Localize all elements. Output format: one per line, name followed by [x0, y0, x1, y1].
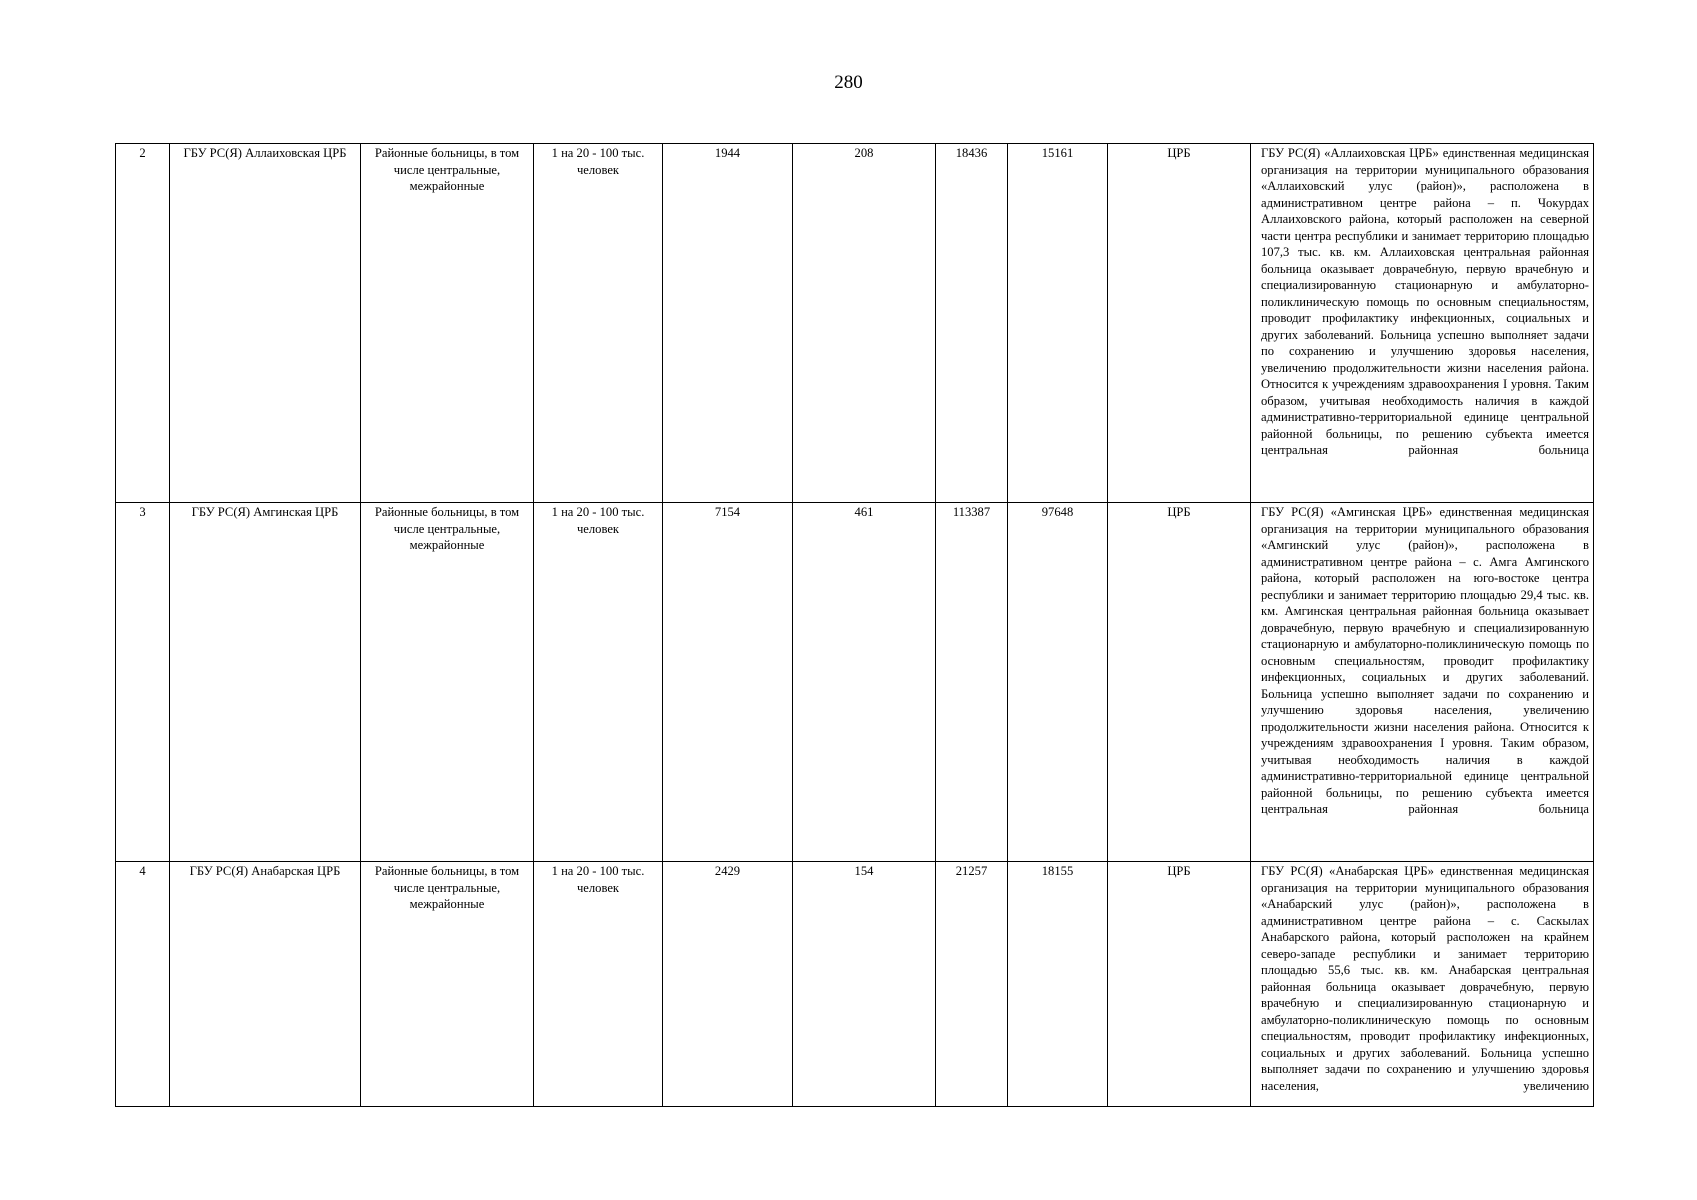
organization-name: ГБУ РС(Я) Амгинская ЦРБ — [170, 503, 361, 862]
value-1: 7154 — [663, 503, 793, 862]
description-text: ГБУ РС(Я) «Аллаиховская ЦРБ» единственная медицинская организация на территории муниципального образования «Аллаиховский улус (район)», расположена в административном центре района – п. Чокурдах Аллаиховского района, который расположен на северной части центра республики и занимает территорию площадью 107,3 тыс. кв. км. Аллаиховская центральная районная больница оказывает доврачебную, первую врачебную и специализированную стационарную и амбулаторно-поликлиническую помощь по основным специальностям, проводит профилактику инфекционных, социальных и других заболеваний. Больница успешно выполняет задачи по сохранению и улучшению здоровья населения, увеличению продолжительности жизни населения района. Относится к учреждениям здравоохранения I уровня. Таким образом, учитывая необходимость наличия в каждой административно-территориальной единице центральной районной больницы, по решению субъекта имеется центральная районная больница — [1261, 146, 1589, 457]
description — [1251, 503, 1594, 862]
table-row — [116, 144, 1594, 503]
row-number: 3 — [116, 503, 170, 862]
value-4: 15161 — [1008, 144, 1108, 503]
hospital-table — [115, 143, 1594, 1107]
population-ratio: 1 на 20 - 100 тыс. человек — [534, 862, 663, 1107]
description-text: ГБУ РС(Я) «Амгинская ЦРБ» единственная медицинская организация на территории муниципального образования «Амгинский улус (район)», расположена в административном центре района – с. Амга Амгинского района, который расположен на юго-востоке центра республики и занимает территорию площадью 29,4 тыс. кв. км. Амгинская центральная районная больница оказывает доврачебную, первую врачебную и специализированную стационарную и амбулаторно-поликлиническую помощь по основным специальностям, проводит профилактику инфекционных, социальных и других заболеваний. Больница успешно выполняет задачи по сохранению и улучшению здоровья населения, увеличению продолжительности жизни населения района. Относится к учреждениям здравоохранения I уровня. Таким образом, учитывая необходимость наличия в каждой административно-территориальной единице центральной районной больницы, по решению субъекта имеется центральная районная больница — [1261, 505, 1589, 816]
description — [1251, 144, 1594, 503]
table-row — [116, 503, 1594, 862]
value-3: 113387 — [936, 503, 1008, 862]
value-2: 208 — [793, 144, 936, 503]
value-1: 2429 — [663, 862, 793, 1107]
organization-type: Районные больницы, в том числе центральные, межрайонные — [361, 503, 534, 862]
organization-type: Районные больницы, в том числе центральные, межрайонные — [361, 144, 534, 503]
row-number: 2 — [116, 144, 170, 503]
row-number: 4 — [116, 862, 170, 1107]
value-2: 461 — [793, 503, 936, 862]
population-ratio: 1 на 20 - 100 тыс. человек — [534, 144, 663, 503]
value-3: 21257 — [936, 862, 1008, 1107]
value-4: 97648 — [1008, 503, 1108, 862]
level: ЦРБ — [1108, 144, 1251, 503]
level: ЦРБ — [1108, 503, 1251, 862]
description-text: ГБУ РС(Я) «Анабарская ЦРБ» единственная медицинская организация на территории муниципального образования «Анабарский улус (район)», расположена в административном центре района – с. Саскылах Анабарского района, который расположен на крайнем северо-западе республики и занимает территорию площадью 55,6 тыс. кв. км. Анабарская центральная районная больница оказывает доврачебную, первую врачебную и специализированную стационарную и амбулаторно-поликлиническую помощь по основным специальностям, проводит профилактику инфекционных, социальных и других заболеваний. Больница успешно выполняет задачи по сохранению и улучшению здоровья населения, увеличению — [1261, 864, 1589, 1093]
value-4: 18155 — [1008, 862, 1108, 1107]
value-2: 154 — [793, 862, 936, 1107]
level: ЦРБ — [1108, 862, 1251, 1107]
description — [1251, 862, 1594, 1107]
value-1: 1944 — [663, 144, 793, 503]
page-number: 280 — [834, 72, 863, 93]
value-3: 18436 — [936, 144, 1008, 503]
organization-name: ГБУ РС(Я) Анабарская ЦРБ — [170, 862, 361, 1107]
organization-type: Районные больницы, в том числе центральные, межрайонные — [361, 862, 534, 1107]
table-row — [116, 862, 1594, 1107]
population-ratio: 1 на 20 - 100 тыс. человек — [534, 503, 663, 862]
organization-name: ГБУ РС(Я) Аллаиховская ЦРБ — [170, 144, 361, 503]
